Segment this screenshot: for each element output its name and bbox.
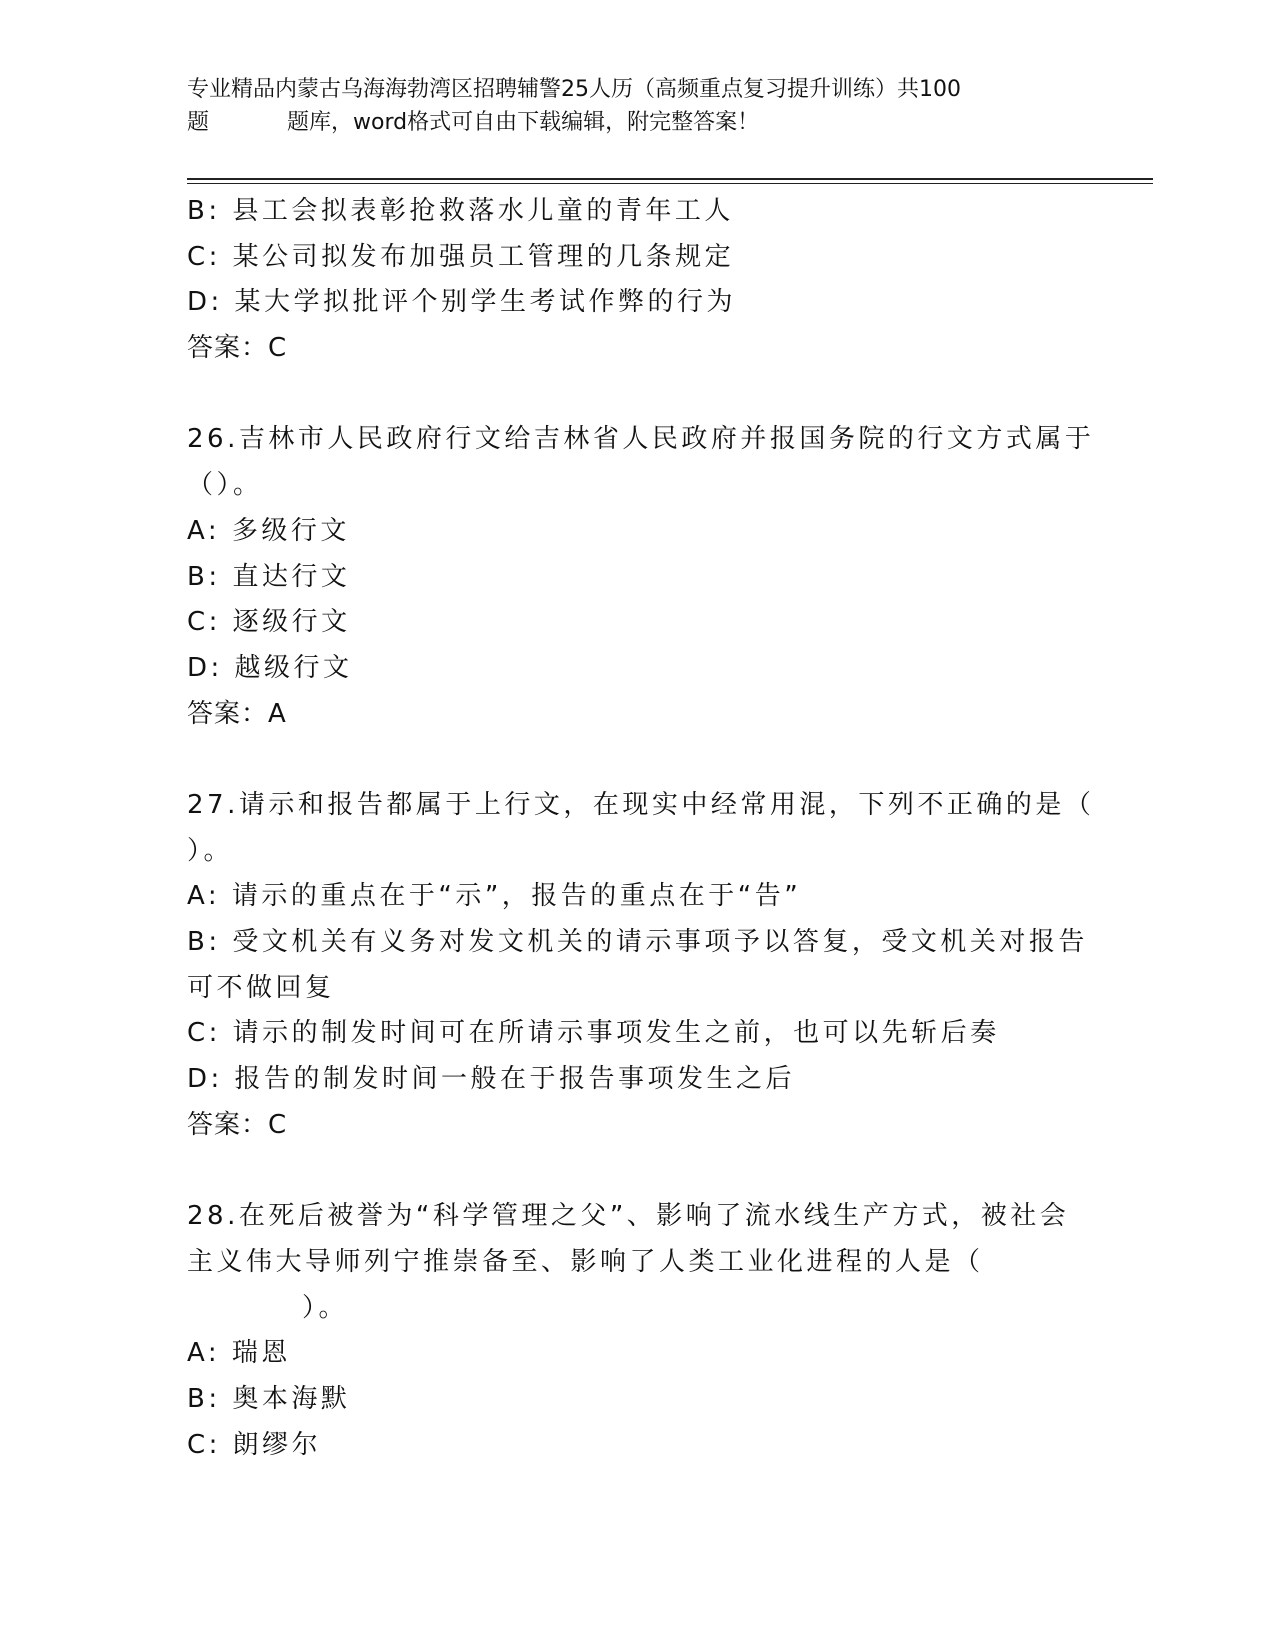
q27-option-a: A: 请示的重点在于“示”，报告的重点在于“告” — [187, 881, 802, 912]
q26-option-d: D: 越级行文 — [187, 652, 353, 683]
q28-stem-line-1: 28.在死后被誉为“科学管理之父”、影响了流水线生产方式，被社会 — [187, 1201, 1070, 1232]
q27-option-b-line-2: 可不做回复 — [187, 972, 335, 1003]
header-rule-thick — [187, 178, 1153, 180]
q26-answer: 答案：A — [187, 698, 287, 729]
q26-option-c: C: 逐级行文 — [187, 607, 351, 638]
header-line-2b: 题库，word格式可自由下载编辑，附完整答案！ — [287, 110, 760, 135]
q28-stem-line-2: 主义伟大导师列宁推崇备至、影响了人类工业化进程的人是（ — [187, 1246, 984, 1277]
q26-stem-line-2: （）。 — [187, 470, 263, 501]
q28-stem-line-3: ）。 — [302, 1292, 349, 1323]
q28-option-b: B: 奥本海默 — [187, 1383, 351, 1414]
q27-answer: 答案：C — [187, 1109, 288, 1140]
q27-option-b-line-1: B: 受文机关有义务对发文机关的请示事项予以答复，受文机关对报告 — [187, 927, 1088, 957]
q27-option-d: D: 报告的制发时间一般在于报告事项发生之后 — [187, 1064, 796, 1095]
header-line-2a: 题 — [187, 110, 210, 135]
q27-stem-line-2: ）。 — [187, 835, 234, 866]
header-rule-thin — [187, 183, 1153, 184]
q25-answer: 答案：C — [187, 333, 288, 364]
q28-option-a: A: 瑞恩 — [187, 1338, 291, 1369]
q28-option-c: C: 朗缪尔 — [187, 1429, 322, 1460]
q26-option-b: B: 直达行文 — [187, 561, 351, 592]
q25-option-b: B: 县工会拟表彰抢救落水儿童的青年工人 — [187, 196, 734, 226]
q25-option-c: C: 某公司拟发布加强员工管理的几条规定 — [187, 241, 735, 272]
q27-stem-line-1: 27.请示和报告都属于上行文，在现实中经常用混，下列不正确的是（ — [187, 789, 1095, 820]
header-line-1: 专业精品内蒙古乌海海勃湾区招聘辅警25人历（高频重点复习提升训练）共100 — [187, 77, 961, 102]
document-body — [187, 189, 1095, 1468]
q27-option-c: C: 请示的制发时间可在所请示事项发生之前，也可以先斩后奏 — [187, 1018, 1000, 1049]
q25-option-d: D: 某大学拟批评个别学生考试作弊的行为 — [187, 287, 737, 318]
q26-stem-line-1: 26.吉林市人民政府行文给吉林省人民政府并报国务院的行文方式属于 — [187, 424, 1095, 455]
q26-option-a: A: 多级行文 — [187, 515, 350, 546]
document-header — [187, 73, 1067, 139]
